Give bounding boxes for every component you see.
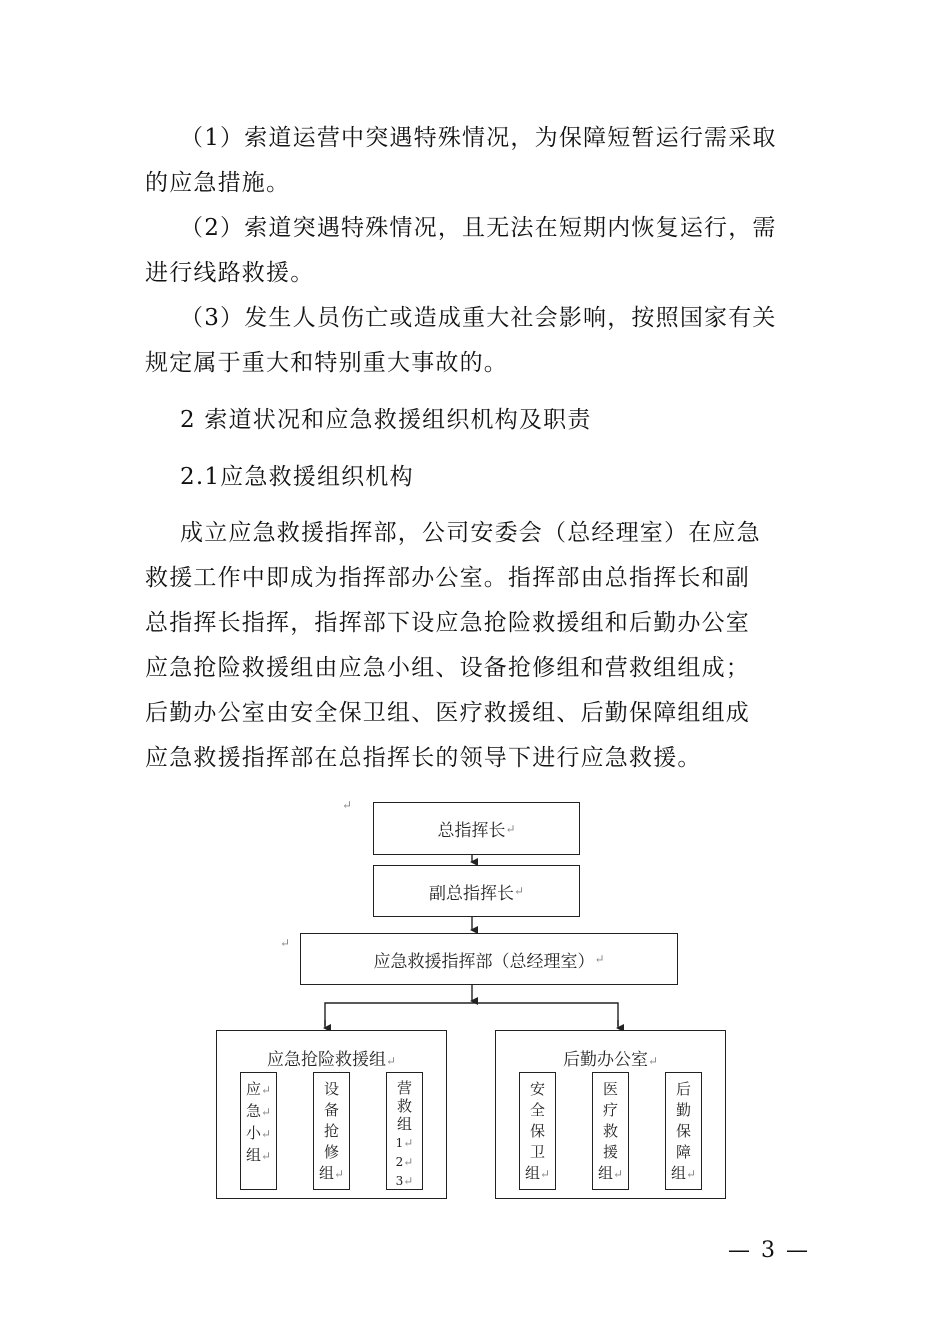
chart-box-command-center: [300, 933, 678, 985]
body-line-6: 应急救援指挥部在总指挥长的领导下进行应急救援。: [145, 745, 702, 771]
body-line-5: 后勤办公室由安全保卫组、医疗救援组、后勤保障组组成: [145, 700, 750, 726]
section-heading-2-1: 2.1应急救援组织机构: [180, 464, 414, 490]
chart-unit-emergency-team: 应↵ 急↵ 小↵ 组↵: [240, 1072, 277, 1190]
paragraph-2-line-1: （2）索道突遇特殊情况，且无法在短期内恢复运行，需: [180, 215, 777, 241]
body-line-2: 救援工作中即成为指挥部办公室。指挥部由总指挥长和副: [145, 565, 750, 591]
chart-box-chief-commander: [373, 802, 580, 855]
deputy-commander-label: 副总指挥长: [428, 883, 514, 904]
body-line-4: 应急抢险救援组由应急小组、设备抢修组和营救组组成；: [145, 655, 750, 681]
chart-unit-medical: 医 疗 救 援 组↵: [592, 1072, 629, 1190]
command-center-label: 应急救援指挥部（总经理室）: [373, 951, 595, 972]
return-mark: ↵: [505, 821, 516, 836]
body-line-1: 成立应急救援指挥部，公司安委会（总经理室）在应急: [180, 520, 761, 546]
return-mark: ↵: [513, 884, 525, 898]
return-mark: ↵: [647, 1054, 659, 1068]
paragraph-3-line-1: （3）发生人员伤亡或造成重大社会影响，按照国家有关: [180, 305, 777, 331]
return-mark: ↵: [385, 1054, 397, 1068]
chart-box-deputy-commander: [373, 865, 580, 917]
chart-unit-support: 后 勤 保 障 组↵: [665, 1072, 702, 1190]
connector-branch: [325, 1003, 618, 1026]
logistics-group-title: 后勤办公室↵: [562, 1050, 659, 1070]
chart-group-logistics: [495, 1030, 726, 1199]
body-line-3: 总指挥长指挥，指挥部下设应急抢险救援组和后勤办公室: [145, 610, 750, 636]
paragraph-3-line-2: 规定属于重大和特别重大事故的。: [145, 350, 508, 376]
page-number: — 3 —: [728, 1238, 810, 1263]
chart-unit-security: 安 全 保 卫 组↵: [519, 1072, 556, 1190]
paragraph-2-line-2: 进行线路救援。: [145, 260, 315, 286]
paragraph-1-line-1: （1）索道运营中突遇特殊情况，为保障短暂运行需采取: [180, 125, 777, 151]
chart-group-rescue: [216, 1030, 447, 1199]
return-mark: ↵: [280, 936, 291, 950]
chart-unit-rescue-team: 营 救 组 1↵ 2↵ 3↵: [386, 1072, 423, 1190]
return-mark: ↵: [342, 798, 353, 812]
chief-commander-label: 总指挥长: [437, 821, 506, 841]
paragraph-1-line-2: 的应急措施。: [145, 170, 291, 196]
return-mark: ↵: [594, 952, 605, 966]
chart-unit-equipment-repair: 设 备 抢 修 组↵: [313, 1072, 350, 1190]
rescue-group-title: 应急抢险救援组↵: [266, 1050, 397, 1070]
section-heading-2: 2 索道状况和应急救援组织机构及职责: [180, 407, 592, 433]
